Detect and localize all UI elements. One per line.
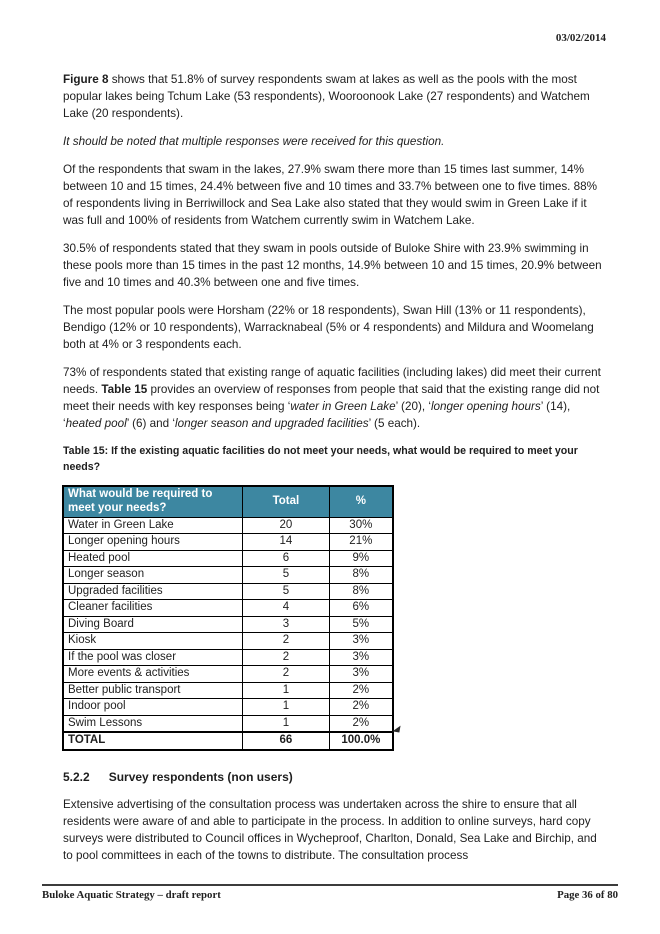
needs-text-4: ’ (14), ‘ (63, 400, 571, 430)
total-percent: 100.0% (329, 732, 393, 750)
table-cell-total: 1 (243, 699, 329, 716)
table-cell-percent: 9% (329, 550, 393, 567)
table-cell-label: Better public transport (63, 682, 243, 699)
table-cell-label: Indoor pool (63, 699, 243, 716)
table-cell-percent: 2% (329, 682, 393, 699)
paragraph-facilities-needs (63, 364, 605, 432)
table-row (63, 633, 393, 650)
page-content (63, 71, 605, 875)
table-total-row (63, 732, 393, 750)
paragraph-consultation: Extensive advertising of the consultation process was undertaken across the shire to ensure that all residents were aware of and able to participate in the process. In addition to online surveys, hard copy surveys were distributed to Council offices in Wycheproof, Charlton, Donald, Sea Lake and Birchip, and to pool committees in each of the towns to distribute. The consultation process (63, 797, 597, 862)
table-cell-percent: 2% (329, 699, 393, 716)
figure8-ref: Figure 8 (63, 73, 109, 86)
paragraph-popular-pools: The most popular pools were Horsham (22% or 18 respondents), Swan Hill (13% or 11 respondents), Bendigo (12% or 10 respondents), Warracknabeal (5% or 4 respondents) and Mildura and Woomelang both at 4% or 3 respondents each. (63, 304, 594, 351)
table-cell-total: 3 (243, 616, 329, 633)
needs-text-3: ’ (20), ‘ (395, 400, 431, 413)
table15-container (62, 485, 396, 751)
table-row (63, 567, 393, 584)
page-number: Page 36 of 80 (557, 889, 618, 901)
table-cell-total: 20 (243, 517, 329, 534)
column-header-total: Total (243, 486, 329, 517)
table-row (63, 517, 393, 534)
table-cell-label: Longer opening hours (63, 534, 243, 551)
table-row (63, 682, 393, 699)
section-title: Survey respondents (non users) (108, 769, 293, 784)
column-header-needs: What would be required to meet your needs? (63, 486, 243, 517)
table-cell-percent: 3% (329, 666, 393, 683)
table-cell-label: Longer season (63, 567, 243, 584)
table-cell-total: 2 (243, 666, 329, 683)
table-cell-percent: 21% (329, 534, 393, 551)
table15-ref: Table 15 (101, 383, 148, 396)
table-row (63, 583, 393, 600)
footer-document-title: Buloke Aquatic Strategy – draft report (42, 889, 221, 901)
table-cell-label: More events & activities (63, 666, 243, 683)
paragraph-lake-swimming: Of the respondents that swam in the lakes, 27.9% swam there more than 15 times last summer, 14% between 10 and 15 times, 24.4% between five and 10 times and 33.7% between one to five times. 88% of respondents living in Berriwillock and Sea Lake also stated that they would swim in Green Lake if it was full and 100% of residents from Watchem currently swim in Watchem Lake. (63, 163, 598, 227)
table-row (63, 666, 393, 683)
needs-text-2: provides an overview of responses from people that said that the existing range did not meet their needs with key responses being ‘ (63, 383, 600, 413)
total-label: TOTAL (63, 732, 243, 750)
table-row (63, 534, 393, 551)
table-cell-total: 14 (243, 534, 329, 551)
table15-caption: Table 15: If the existing aquatic facilities do not meet your needs, what would be required to meet your needs? (63, 445, 578, 473)
table-row (63, 550, 393, 567)
table-cell-total: 5 (243, 567, 329, 584)
table-cell-label: Upgraded facilities (63, 583, 243, 600)
table-row (63, 699, 393, 716)
table-cell-label: Water in Green Lake (63, 517, 243, 534)
quote-water-green-lake: water in Green Lake (290, 400, 396, 413)
table-cell-total: 2 (243, 649, 329, 666)
table-cell-percent: 30% (329, 517, 393, 534)
table-cell-percent: 8% (329, 567, 393, 584)
annotation-mark (392, 724, 400, 732)
needs-text-6: ’ (5 each). (368, 417, 421, 430)
total-count: 66 (243, 732, 329, 750)
paragraph-note: It should be noted that multiple responses were received for this question. (63, 135, 445, 148)
table-cell-total: 1 (243, 715, 329, 732)
table-cell-percent: 8% (329, 583, 393, 600)
quote-longer-opening-hours: longer opening hours (430, 400, 541, 413)
table-cell-total: 4 (243, 600, 329, 617)
quote-heated-pool: heated pool (65, 417, 127, 430)
table-cell-label: Swim Lessons (63, 715, 243, 732)
table-row (63, 600, 393, 617)
quote-longer-season: longer season and upgraded facilities (175, 417, 369, 430)
document-date: 03/02/2014 (555, 32, 606, 44)
table-cell-percent: 6% (329, 600, 393, 617)
table-row (63, 649, 393, 666)
table-cell-label: Cleaner facilities (63, 600, 243, 617)
table-cell-total: 2 (243, 633, 329, 650)
table15 (62, 485, 394, 751)
table-cell-label: Kiosk (63, 633, 243, 650)
paragraph-figure8-text: shows that 51.8% of survey respondents swam at lakes as well as the pools with the most popular lakes being Tchum Lake (53 respondents), Wooroonook Lake (27 respondents) and Watchem Lake (20 respondents). (63, 73, 590, 120)
table-cell-label: Heated pool (63, 550, 243, 567)
table-cell-total: 5 (243, 583, 329, 600)
needs-text-1: 73% of respondents stated that existing range of aquatic facilities (including lakes) did meet their current needs. (63, 366, 601, 396)
table-cell-total: 6 (243, 550, 329, 567)
section-heading-522 (63, 770, 605, 784)
table-cell-total: 1 (243, 682, 329, 699)
table-cell-label: If the pool was closer (63, 649, 243, 666)
paragraph-pools-outside: 30.5% of respondents stated that they swam in pools outside of Buloke Shire with 23.9% swimming in these pools more than 15 times in the past 12 months, 14.9% between 10 and 15 times, 20.9% between five and 10 times and 40.3% between one and five times. (63, 242, 602, 289)
table-row (63, 715, 393, 732)
table-row (63, 616, 393, 633)
section-number: 5.2.2 (63, 769, 90, 784)
table-cell-label: Diving Board (63, 616, 243, 633)
needs-text-5: ’ (6) and ‘ (126, 417, 175, 430)
table-cell-percent: 3% (329, 649, 393, 666)
column-header-percent: % (329, 486, 393, 517)
table-cell-percent: 5% (329, 616, 393, 633)
paragraph-figure8 (63, 71, 605, 122)
page-footer (42, 884, 618, 901)
table-cell-percent: 3% (329, 633, 393, 650)
table-cell-percent: 2% (329, 715, 393, 732)
table-header-row (63, 486, 393, 517)
